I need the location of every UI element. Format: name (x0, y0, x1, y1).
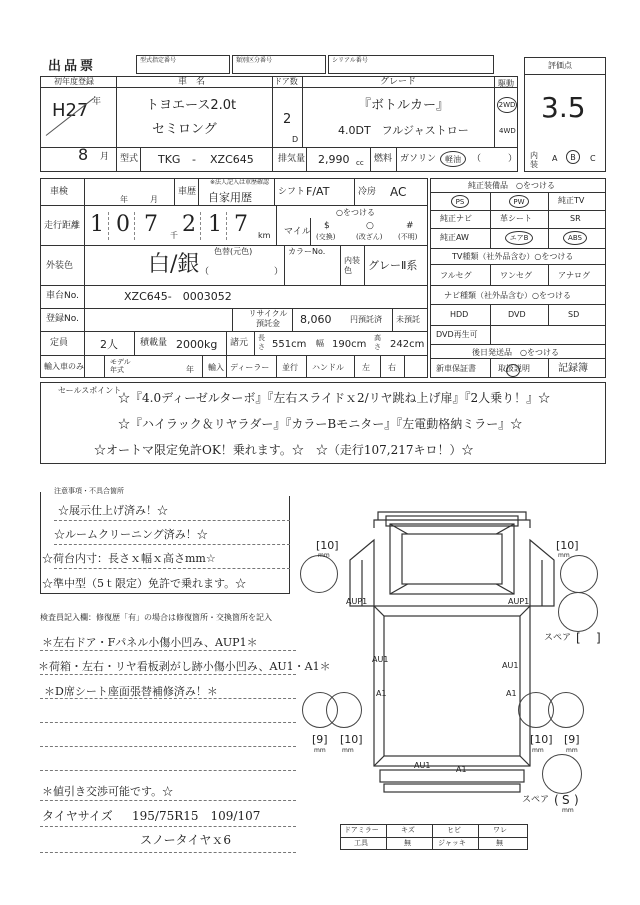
rl2-tread-unit: mm (342, 747, 354, 754)
note-item: ☆準中型（5ｔ限定）免許で乗れます。☆ (42, 577, 247, 590)
mileage-digit: 1 (90, 212, 104, 237)
history-options[interactable]: 自家用歴 (208, 191, 252, 204)
history-label: 車歴 (178, 187, 197, 197)
rear-left-inner-wheel (326, 692, 362, 728)
equip-pw[interactable]: PW (509, 195, 529, 208)
recycle-deposited[interactable]: 円預託済 (350, 315, 382, 324)
rear-right-outer-wheel (548, 692, 584, 728)
load-value: 2000kg (176, 338, 218, 351)
mileage-digits (86, 208, 271, 242)
model-name-label: 車 名 (178, 77, 206, 87)
serial-label: シリアル番号 (332, 57, 368, 64)
ac-label: 冷房 (358, 187, 377, 197)
equip-ps[interactable]: PS (451, 195, 469, 208)
fuel-other-close: ） (508, 154, 518, 164)
spare-wheel-top (558, 592, 598, 632)
rl-tread-label: [9] (312, 733, 328, 746)
interior-grade-label: 内装 (530, 151, 538, 169)
sales-point-line: ☆オートマ限定免許OK！乗れます。☆ ☆（走行107,217キロ！）☆ (94, 443, 474, 457)
spare-bracket-open: [ (576, 631, 581, 645)
front-left-wheel (300, 552, 338, 593)
doors-suffix: D (292, 135, 299, 144)
mile-option-unknown-sub: (不明) (398, 233, 418, 241)
inspector-line: ＊D席シート座面張替補修済み！＊ (44, 685, 218, 698)
nav-type-title: ナビ種類（社外品含む）○をつける (444, 291, 571, 300)
mile-option-tampered-sub: (改ざん) (356, 233, 383, 241)
inspector-line: ＊左右ドア・Fパネル小傷小凹み、AUP1＊ (42, 636, 258, 649)
legend-cell: 無 (404, 839, 411, 847)
tire-size: 195/75R15 109/107 (132, 809, 261, 823)
circle-hint: ○をつける (336, 208, 375, 217)
rr-tread-unit: mm (532, 747, 544, 754)
year-unit: 年 (92, 97, 102, 107)
score-label: 評価点 (548, 61, 572, 70)
inspector-line: ＊値引き交渉可能です。☆ (42, 785, 174, 798)
mileage-digit: 7 (234, 212, 248, 237)
damage-au1-rear: AU1 (414, 761, 431, 770)
damage-a1-left: A1 (376, 689, 387, 698)
mile-option-exchanged[interactable]: $ (324, 221, 330, 231)
doors-value: 2 (283, 112, 292, 127)
damage-aup1-left: AUP1 (346, 597, 368, 606)
fl-tread-label: [10] (316, 539, 339, 552)
fl-tread-unit: mm (318, 552, 330, 559)
mileage-digit: 0 (116, 212, 130, 237)
nav-dvd[interactable]: DVD (508, 310, 526, 319)
fuel-other-open: （ (472, 154, 482, 164)
nav-hdd[interactable]: HDD (450, 310, 469, 319)
legend-header: ヒビ (447, 826, 461, 834)
height-label: 高さ (374, 334, 381, 351)
length-label: 長さ (258, 334, 265, 351)
first-reg-label: 初年度登録 (54, 77, 94, 86)
later-records[interactable]: 記録簿 (558, 363, 588, 374)
fuel-label: 燃料 (374, 154, 393, 164)
displacement-unit: cc (356, 159, 364, 167)
interior-grade-c[interactable]: C (590, 154, 596, 163)
legend-header: ドアミラー (344, 826, 379, 834)
mileage-digit: 2 (182, 212, 196, 237)
shift-label: シフト (278, 187, 306, 197)
exterior-color-label: 外装色 (46, 261, 74, 271)
inspector-line: ＊荷箱・左右・リヤ看板剥がし跡小傷小凹み、AU1・A1＊ (38, 660, 331, 673)
shift-value: F/AT (306, 185, 330, 198)
displacement-value: 2,990 (318, 153, 350, 166)
mileage-unit: km (258, 231, 271, 240)
legend-header: ワレ (493, 826, 507, 834)
drive-4wd-option[interactable]: 4WD (499, 127, 516, 135)
import-parallel-option[interactable]: 並行 (282, 363, 298, 372)
tv-fullseg[interactable]: フルセグ (440, 271, 472, 280)
legend-cell: ジャッキ (438, 839, 466, 847)
ac-value: AC (390, 185, 407, 199)
equip-airbag[interactable]: エアB (505, 231, 533, 245)
note-item: ☆ルームクリーニング済み！☆ (54, 528, 208, 541)
doors-label: ドア数 (274, 77, 298, 86)
equip-abs[interactable]: ABS (563, 231, 587, 245)
spare-value-close: ) (574, 793, 579, 807)
equip-sr[interactable]: SR (570, 214, 581, 223)
handle-right-option[interactable]: 右 (388, 363, 396, 372)
type-cert-label: 型式指定番号 (140, 57, 177, 64)
sales-points-label: セールスポイント (58, 386, 122, 395)
displacement-label: 排気量 (278, 154, 306, 164)
legend-header: キズ (401, 826, 415, 834)
spare-value-open: ( (554, 793, 559, 807)
sales-point-line: ☆『ハイラック＆リヤラダー』『カラーBモニター』『左電動格納ミラー』☆ (118, 417, 523, 431)
later-warranty[interactable]: 新車保証書 (436, 364, 476, 373)
drive-label: 駆動 (498, 79, 514, 88)
model-year-label: モデル年式 (110, 358, 131, 374)
equip-tv[interactable]: 純正TV (558, 196, 585, 205)
fr-tread-unit: mm (558, 552, 570, 559)
model-code: XZC645 (210, 153, 254, 166)
spare-label-top: スペア (544, 633, 572, 643)
tv-oneseg[interactable]: ワンセグ (500, 271, 532, 280)
later-manual[interactable]: 取扱説明 (498, 364, 530, 373)
capacity-label: 定員 (50, 338, 69, 348)
color-change-open: （ (200, 267, 210, 277)
interior-color-label: 内装色 (344, 256, 360, 275)
inspector-label: 検査員記入欄：修復歴「有」の場合は修復箇所・交換箇所を記入 (40, 613, 272, 622)
dvd-playback[interactable]: DVD再生可 (436, 330, 478, 339)
import-type-label: 輸入 (208, 363, 224, 372)
capacity-value: 2人 (100, 338, 118, 351)
rr2-tread-label: [9] (564, 733, 580, 746)
damage-au1-right: AU1 (502, 661, 519, 670)
recycle-label: リサイクル預託金 (248, 309, 288, 328)
fr-tread-label: [10] (556, 539, 579, 552)
grade-sub: 4.0DT フルジャストロー (338, 124, 469, 137)
category-field (232, 55, 326, 74)
model-code-prefix: TKG (158, 153, 181, 166)
height-value: 242cm (390, 339, 425, 350)
interior-color: グレーⅡ系 (368, 259, 418, 272)
fuel-gas-option[interactable]: ガソリン (400, 154, 437, 164)
nav-sd[interactable]: SD (568, 310, 580, 319)
later-items-title: 後日発送品 ○をつける (472, 348, 559, 357)
model-code-label: 型式 (120, 154, 139, 164)
serial-field (328, 55, 494, 74)
import-dealer-option[interactable]: ディーラー (230, 363, 270, 372)
month-unit: 月 (100, 152, 110, 162)
handle-label: ハンドル (312, 363, 344, 372)
recycle-amount: 8,060 (300, 313, 332, 326)
equipment-title: 純正装備品 ○をつける (468, 181, 555, 190)
legend-cell: 無 (496, 839, 503, 847)
notes-label: 注意事項・不具合箇所 (54, 487, 124, 495)
grade-value: 『ボトルカー』 (358, 98, 450, 113)
equip-aw[interactable]: 純正AW (440, 233, 469, 242)
grade-label: グレード (380, 77, 417, 87)
spare-value: S (562, 793, 570, 807)
color-no-label: カラーNo. (288, 247, 326, 256)
model-code-dash: - (192, 153, 196, 166)
sales-point-line: ☆『4.0ディーゼルターボ』『左右スライドｘ2/リヤ跳ね上げ扉』『2人乗り！』☆ (118, 391, 551, 405)
spare-bracket-close: ] (596, 631, 601, 645)
score-value: 3.5 (541, 91, 586, 124)
rl-tread-unit: mm (314, 747, 326, 754)
inspection-label: 車検 (50, 187, 69, 197)
model-year-unit: 年 (186, 365, 194, 374)
spare-wheel-bottom (542, 754, 582, 794)
import-label: 輸入車のみ (44, 362, 84, 371)
mileage-thousand: 千 (170, 231, 178, 240)
tire-label: タイヤサイズ (42, 809, 113, 823)
mile-label: マイル (284, 227, 311, 237)
drive-2wd-option[interactable]: 2WD (497, 97, 517, 113)
inspection-year: 年 (120, 195, 128, 204)
mile-option-unknown[interactable]: # (406, 221, 414, 231)
interior-grade-b[interactable]: B (566, 150, 580, 164)
fuel-diesel-option[interactable]: 軽油 (440, 151, 466, 167)
spare-unit: mm (562, 807, 574, 814)
mileage-digit: 1 (208, 212, 222, 237)
color-change-label: 色替(元色) (214, 247, 253, 256)
rr-tread-label: [10] (530, 733, 553, 746)
color-change-close: ） (274, 267, 284, 277)
equip-leather[interactable]: 革シート (500, 214, 532, 223)
model-name: トヨエース2.0t (146, 98, 237, 113)
page-title: 出品票 (48, 59, 97, 74)
equip-nav[interactable]: 純正ナビ (440, 214, 472, 223)
width-value: 190cm (332, 339, 367, 350)
rr2-tread-unit: mm (566, 747, 578, 754)
chassis-number: XZC645- 0003052 (124, 290, 232, 303)
reg-no-label: 登録No. (46, 314, 79, 324)
damage-aup1-right: AUP1 (508, 597, 530, 606)
mile-option-tampered[interactable]: ○ (366, 221, 374, 231)
tire-extra: スノータイヤｘ6 (140, 833, 232, 847)
damage-a1-rear: A1 (456, 765, 467, 774)
load-label: 積載量 (140, 338, 168, 348)
tv-analog[interactable]: アナログ (558, 271, 590, 280)
damage-au1-left: AU1 (372, 655, 389, 664)
handle-left-option[interactable]: 左 (362, 363, 370, 372)
interior-grade-a[interactable]: A (552, 154, 558, 163)
rl2-tread-label: [10] (340, 733, 363, 746)
inspection-month: 月 (150, 195, 158, 204)
history-note: ※法人記入は車歴確認 (210, 179, 270, 186)
width-label: 幅 (316, 339, 324, 348)
category-label: 類別区分番号 (236, 57, 273, 64)
damage-a1-right: A1 (506, 689, 517, 698)
dim-label: 諸元 (230, 338, 249, 348)
type-cert-field (136, 55, 230, 74)
exterior-color: 白/銀 (148, 252, 200, 277)
chassis-label: 車台No. (46, 291, 79, 301)
first-reg-month: 8 (78, 145, 89, 164)
model-name-sub: セミロング (152, 122, 217, 137)
first-reg-year: H27 (52, 100, 89, 121)
mile-option-exchanged-sub: (交換) (316, 233, 336, 241)
note-item: ☆荷台内寸：長さｘ幅ｘ高さmm☆ (42, 552, 216, 565)
spare-label-bottom: スペア (522, 795, 550, 805)
legend-cell: 工具 (354, 839, 368, 847)
tv-type-title: TV種類（社外品含む）○をつける (452, 252, 574, 261)
mileage-label: 走行距離 (44, 221, 81, 231)
note-item: ☆展示仕上げ済み！☆ (58, 504, 168, 517)
mileage-digit: 7 (144, 212, 158, 237)
recycle-pending[interactable]: 未預託 (396, 315, 420, 324)
length-value: 551cm (272, 339, 307, 350)
